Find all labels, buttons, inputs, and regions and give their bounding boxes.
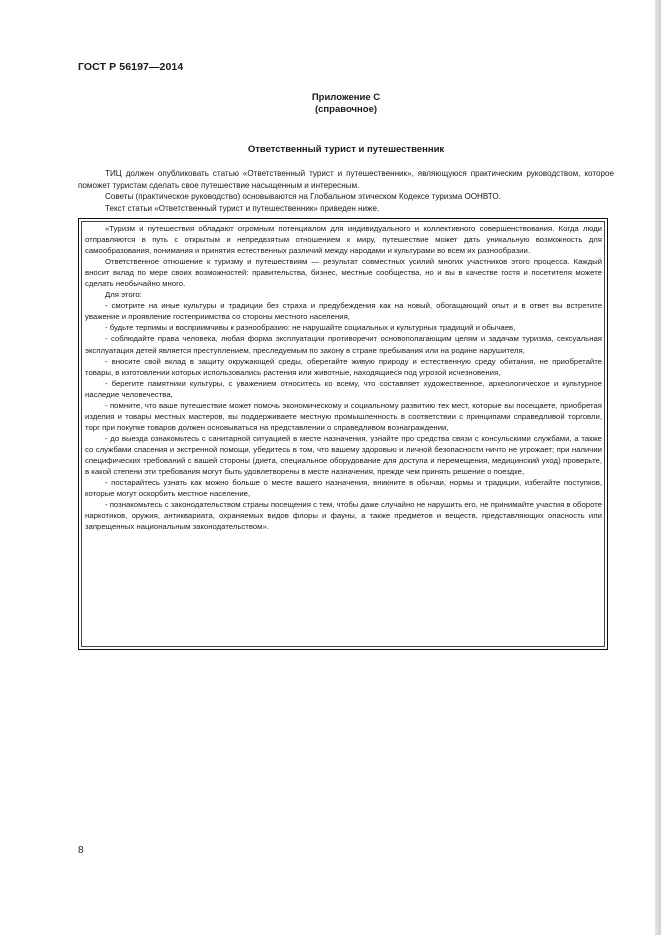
quote-text bbox=[85, 223, 602, 532]
quote-list-item: - берегите памятники культуры, с уважением относитесь ко всему, что составляет художественное, археологическое и культурное наследие человечества, bbox=[85, 378, 602, 399]
page-edge bbox=[655, 0, 661, 935]
quote-list-item: - постарайтесь узнать как можно больше о месте вашего назначения, вникните в обычаи, нормы и традиции, избегайте поступков, которые могут оскорбить местное население, bbox=[85, 478, 602, 499]
appendix-title: Приложение С bbox=[311, 92, 381, 103]
quote-list-item: - до выезда ознакомьтесь с санитарной ситуацией в месте назначения, узнайте про средства связи с консульскими службами, а также со службами спасения и экстренной помощи, убедитесь в том, что вашему здоровью и личной безопасности ничто не угрожает; при наличии специфических требований с вашей стороны (диета, специальное оборудование для доступа и перемещения, медицинский уход) проверьте, в какой степени эти требования могут быть удовлетворены в месте назначения, прежде чем принять решение о поездке, bbox=[85, 433, 602, 477]
intro-text bbox=[78, 168, 614, 214]
quote-paragraph: Ответственное отношение к туризму и путешествиям — результат совместных усилий многих участников этого процесса. Каждый вносит вклад по мере своих возможностей: правительства, бизнес, местные сообщества, но и вы в качестве гостя и посетителя можете сделать необычайно много. bbox=[85, 257, 602, 289]
page-number: 8 bbox=[78, 845, 84, 856]
appendix-heading bbox=[78, 92, 614, 116]
appendix-subtitle: (справочное) bbox=[314, 104, 378, 115]
document-code: ГОСТ Р 56197—2014 bbox=[78, 61, 184, 73]
quote-paragraph: «Туризм и путешествия обладают огромным потенциалом для индивидуального и коллективного совершенствования. Когда люди отправляются в путь с открытым и непредвзятым отношением к миру, путешествие может дать уникальную возможность для самообразования, понимания и принятия естественных различий между народами и культурами во всем их разнообразии. bbox=[85, 224, 602, 256]
quote-list-item: - вносите свой вклад в защиту окружающей среды, оберегайте живую природу и естественную среду обитания, не приобретайте товары, в изготовлении которых использовались растения или животные, находящиеся под угрозой исчезновения, bbox=[85, 356, 602, 377]
quote-list-item: - помните, что ваше путешествие может помочь экономическому и социальному развитию тех мест, которые вы посещаете, приобретая изделия и товары местных мастеров, вы поддерживаете местную промышленность в соответствии с принципами справедливой торговли, торг при покупке товаров должен основываться на представлении о справедливом вознаграждении, bbox=[85, 400, 602, 432]
quote-box bbox=[78, 218, 608, 650]
intro-paragraph: ТИЦ должен опубликовать статью «Ответственный турист и путешественник», являющуюся практическим руководством, которое поможет туристам сделать свое путешествие насыщенным и интересным. bbox=[78, 169, 614, 190]
quote-list-item: - будьте терпимы и восприимчивы к разнообразию: не нарушайте социальных и культурных традиций и обычаев, bbox=[105, 323, 516, 333]
intro-paragraph: Текст статьи «Ответственный турист и путешественник» приведен ниже. bbox=[105, 203, 380, 213]
quote-list-item: - соблюдайте права человека, любая форма эксплуатации противоречит основополагающим целям и задачам туризма, сексуальная эксплуатация детей является преступлением, преследуемым по закону в стране пребывания или на родине нарушителя, bbox=[85, 334, 602, 355]
intro-paragraph: Советы (практическое руководство) основываются на Глобальном этическом Кодексе туризма ООНВТО. bbox=[105, 192, 501, 202]
quote-paragraph: Для этого: bbox=[105, 290, 142, 300]
section-title: Ответственный турист и путешественник bbox=[247, 144, 445, 155]
quote-list-item: - познакомьтесь с законодательством страны посещения с тем, чтобы даже случайно не нарушить его, не принимайте участия в обороте наркотиков, оружия, антиквариата, охраняемых видов флоры и фауны, а также предметов и веществ, представляющих опасность или запрещенных национальным законодательством». bbox=[85, 500, 602, 532]
quote-list-item: - смотрите на иные культуры и традиции без страха и предубеждения как на новый, обогащающий опыт и в ответ вы встретите уважение и проявление гостеприимства со стороны местного населения, bbox=[85, 301, 602, 322]
